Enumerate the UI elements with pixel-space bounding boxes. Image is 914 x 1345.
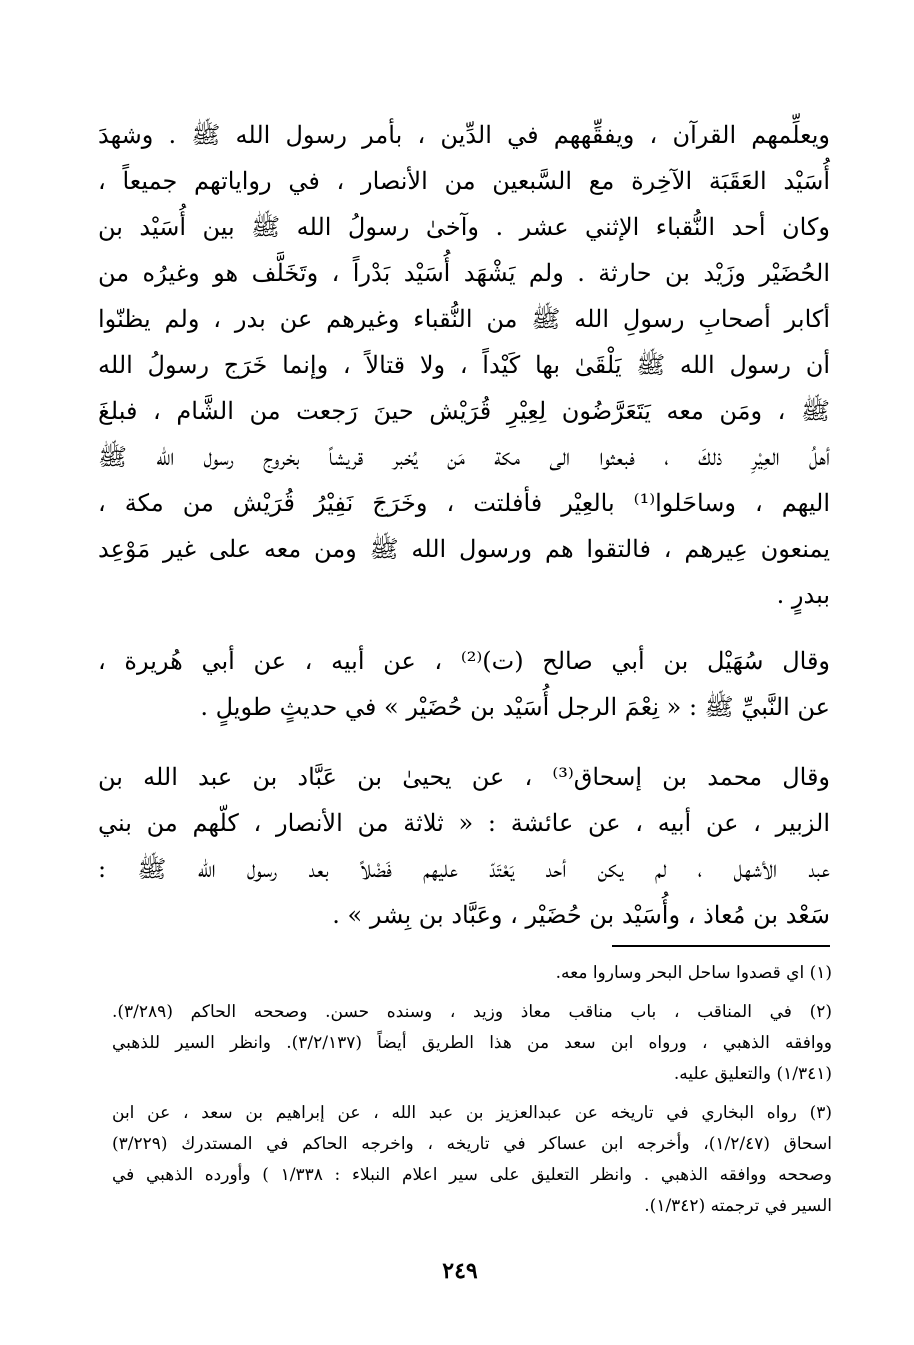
footnote-line: وصححه ووافقه الذهبي . وانظر التعليق على سير اعلام النبلاء : ١/٣٣٨ ) وأورده الذهبي في (112, 1165, 832, 1185)
paragraph-1 (98, 112, 830, 618)
text-line: عبد الأشهل ، لم يكن أحد يَعْتَدّ عليهم فَضْلاً بعد رسول الله ﷺ : (98, 855, 830, 883)
text-line: أُسَيْد العَقَبَة الآخِرة مع السَّبعين من الأنصار ، في رواياتهم جميعاً ، (98, 167, 830, 195)
paragraph-2 (98, 638, 830, 730)
text-line: الحُضَيْر وزَيْد بن حارثة . ولم يَشْهَد أُسَيْد بَدْراً ، وتَخَلَّف هو وغيرُه من (98, 259, 830, 287)
footnote-spacer (112, 989, 832, 997)
text-line: ببدرٍ . (776, 581, 830, 609)
text-line: وقال محمد بن إسحاق⁽³⁾ ، عن يحيىٰ بن عَبَّاد بن عبد الله بن (98, 763, 831, 791)
footnote-line: اسحاق (١/٢/٤٧)، وأخرجه ابن عساكر في تاريخه ، واخرجه الحاكم في المستدرك (٣/٢٢٩) (112, 1134, 832, 1154)
text-line: يمنعون عِيرهم ، فالتقوا هم ورسول الله ﷺ ومن معه على غير مَوْعِد (98, 535, 830, 563)
text-line: وكان أحد النُّقباء الإثني عشر . وآخىٰ رسولُ الله ﷺ بين أُسَيْد بن (98, 213, 830, 241)
text-line: الزبير ، عن أبيه ، عن عائشة : « ثلاثة من الأنصار ، كلّهم من بني (98, 809, 830, 837)
footnote-spacer (112, 1090, 832, 1098)
text-line: سَعْد بن مُعاذ ، وأُسَيْد بن حُضَيْر ، وعَبَّاد بن بِشر » . (332, 901, 830, 929)
footnotes (112, 958, 832, 1222)
footnote-line: السير في ترجمته (١/٣٤٢). (644, 1196, 832, 1216)
text-line: أهلُ العِيْرِ ذلكَ ، فبعثوا الى مكة مَن يُخبر قريشاً بخروج رسول الله ﷺ (98, 443, 830, 471)
text-line: اليهم ، وساحَلوا⁽¹⁾ بالعِيْر فأفلتت ، وخَرَجَ نَفِيْرُ قُرَيْش من مكة ، (98, 489, 831, 517)
footnote-line: (٣) رواه البخاري في تاريخه عن عبدالعزيز بن عبد الله ، عن إبراهيم بن سعد ، عن ابن (112, 1103, 832, 1123)
footnote-3 (112, 1098, 832, 1222)
footnote-divider (612, 945, 830, 947)
footnote-line: ووافقه الذهبي ، ورواه ابن سعد من هذا الطريق أيضاً (٣/٢/١٣٧). وانظر السير للذهبي (112, 1033, 832, 1053)
footnote-line: (٢) في المناقب ، باب مناقب معاذ وزيد ، وسنده حسن. وصححه الحاكم (٣/٢٨٩). (112, 1002, 832, 1022)
page-number: ٢٤٩ (442, 1258, 478, 1284)
text-line: وقال سُهَيْل بن أبي صالح (ت)⁽²⁾ ، عن أبيه ، عن أبي هُريرة ، (98, 647, 831, 675)
footnote-line: (١/٣٤١) والتعليق عليه. (673, 1064, 832, 1084)
text-line: ﷺ ، ومَن معه يَتَعَرَّضُون لِعِيْرِ قُرَيْش حينَ رَجعت من الشَّام ، فبلغَ (98, 397, 830, 425)
paragraph-3 (98, 754, 830, 938)
footnote-1 (112, 958, 832, 989)
text-line: عن النَّبيِّ ﷺ : « نِعْمَ الرجل أُسَيْد بن حُضَيْر » في حديثٍ طويلٍ . (200, 693, 830, 721)
footnote-line: (١) اي قصدوا ساحل البحر وساروا معه. (555, 963, 832, 983)
footnote-2 (112, 997, 832, 1090)
text-line: أكابر أصحابِ رسولِ الله ﷺ من النُّقباء وغيرهم عن بدر ، ولم يظنّوا (98, 305, 830, 333)
text-line: أن رسول الله ﷺ يَلْقَىٰ بها كَيْداً ، ولا قتالاً ، وإنما خَرَج رسولُ الله (98, 351, 830, 379)
text-line: ويعلِّمهم القرآن ، ويفقِّههم في الدِّين ، بأمر رسول الله ﷺ . وشهدَ (98, 121, 830, 149)
